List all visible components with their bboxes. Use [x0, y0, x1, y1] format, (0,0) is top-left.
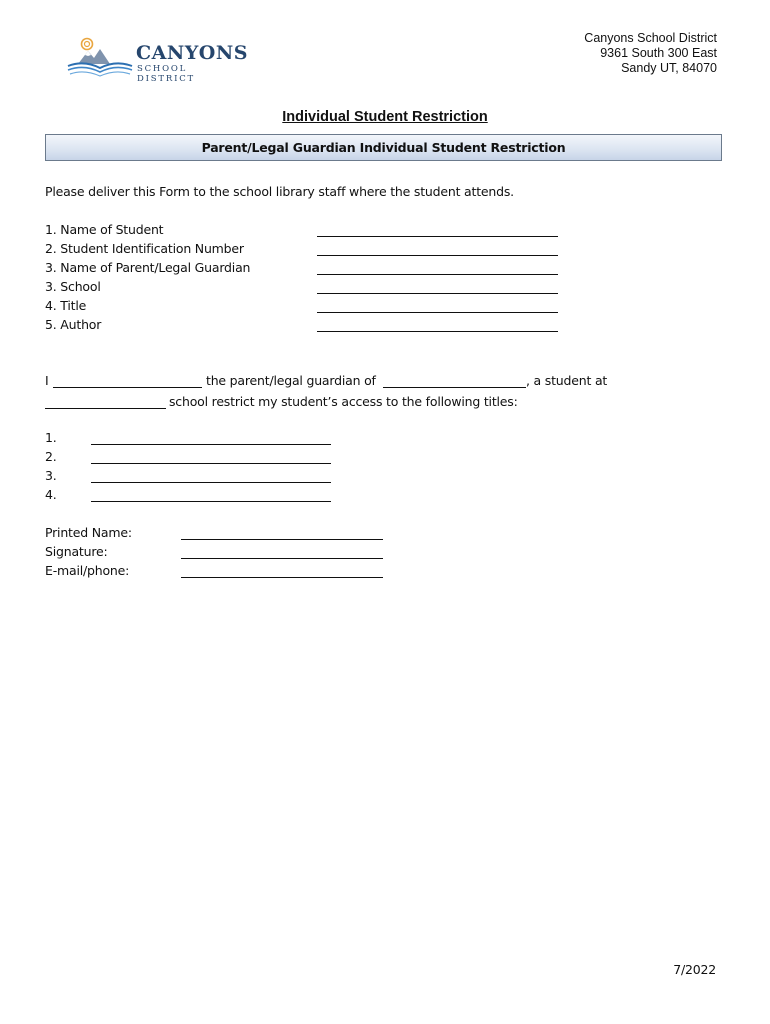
- field-label: 2. Student Identification Number: [45, 241, 244, 256]
- logo-wordmark: CANYONS: [136, 42, 248, 64]
- field-blank[interactable]: [317, 274, 558, 275]
- student-name-blank[interactable]: [383, 387, 526, 388]
- field-blank[interactable]: [317, 255, 558, 256]
- field-label: 1. Name of Student: [45, 222, 164, 237]
- title-blank[interactable]: [91, 444, 331, 445]
- statement-text: school restrict my student’s access to the following titles:: [169, 394, 518, 409]
- signature-blank[interactable]: [181, 558, 383, 559]
- address-line: 9361 South 300 East: [600, 46, 717, 60]
- parent-name-blank[interactable]: [53, 387, 202, 388]
- field-blank[interactable]: [317, 331, 558, 332]
- statement-text: , a student at: [526, 373, 608, 388]
- field-label: 3. School: [45, 279, 101, 294]
- field-blank[interactable]: [317, 312, 558, 313]
- field-label: 5. Author: [45, 317, 102, 332]
- printed-name-blank[interactable]: [181, 539, 383, 540]
- address-line: Canyons School District: [584, 31, 717, 45]
- document-title: Individual Student Restriction: [282, 109, 488, 125]
- field-label: 3. Name of Parent/Legal Guardian: [45, 260, 251, 275]
- school-blank[interactable]: [45, 408, 166, 409]
- logo-subtitle: SCHOOL DISTRICT: [137, 64, 195, 84]
- instructions-text: Please deliver this Form to the school library staff where the student attends.: [45, 184, 514, 199]
- field-blank[interactable]: [317, 293, 558, 294]
- list-item-number: 1.: [45, 430, 57, 445]
- title-blank[interactable]: [91, 501, 331, 502]
- canyons-logo: [64, 34, 248, 84]
- address-line: Sandy UT, 84070: [621, 61, 717, 75]
- list-item-number: 3.: [45, 468, 57, 483]
- signature-label: Signature:: [45, 544, 108, 559]
- email-phone-label: E-mail/phone:: [45, 563, 130, 578]
- email-phone-blank[interactable]: [181, 577, 383, 578]
- field-blank[interactable]: [317, 236, 558, 237]
- statement-i: I: [45, 373, 49, 388]
- field-label: 4. Title: [45, 298, 87, 313]
- statement-text: the parent/legal guardian of: [206, 373, 376, 388]
- title-blank[interactable]: [91, 482, 331, 483]
- title-blank[interactable]: [91, 463, 331, 464]
- list-item-number: 4.: [45, 487, 57, 502]
- list-item-number: 2.: [45, 449, 57, 464]
- section-banner: Parent/Legal Guardian Individual Student Restriction: [45, 134, 722, 161]
- district-address: [584, 31, 717, 76]
- revision-date: 7/2022: [673, 962, 716, 977]
- book-mountain-icon: [64, 34, 136, 80]
- printed-name-label: Printed Name:: [45, 525, 132, 540]
